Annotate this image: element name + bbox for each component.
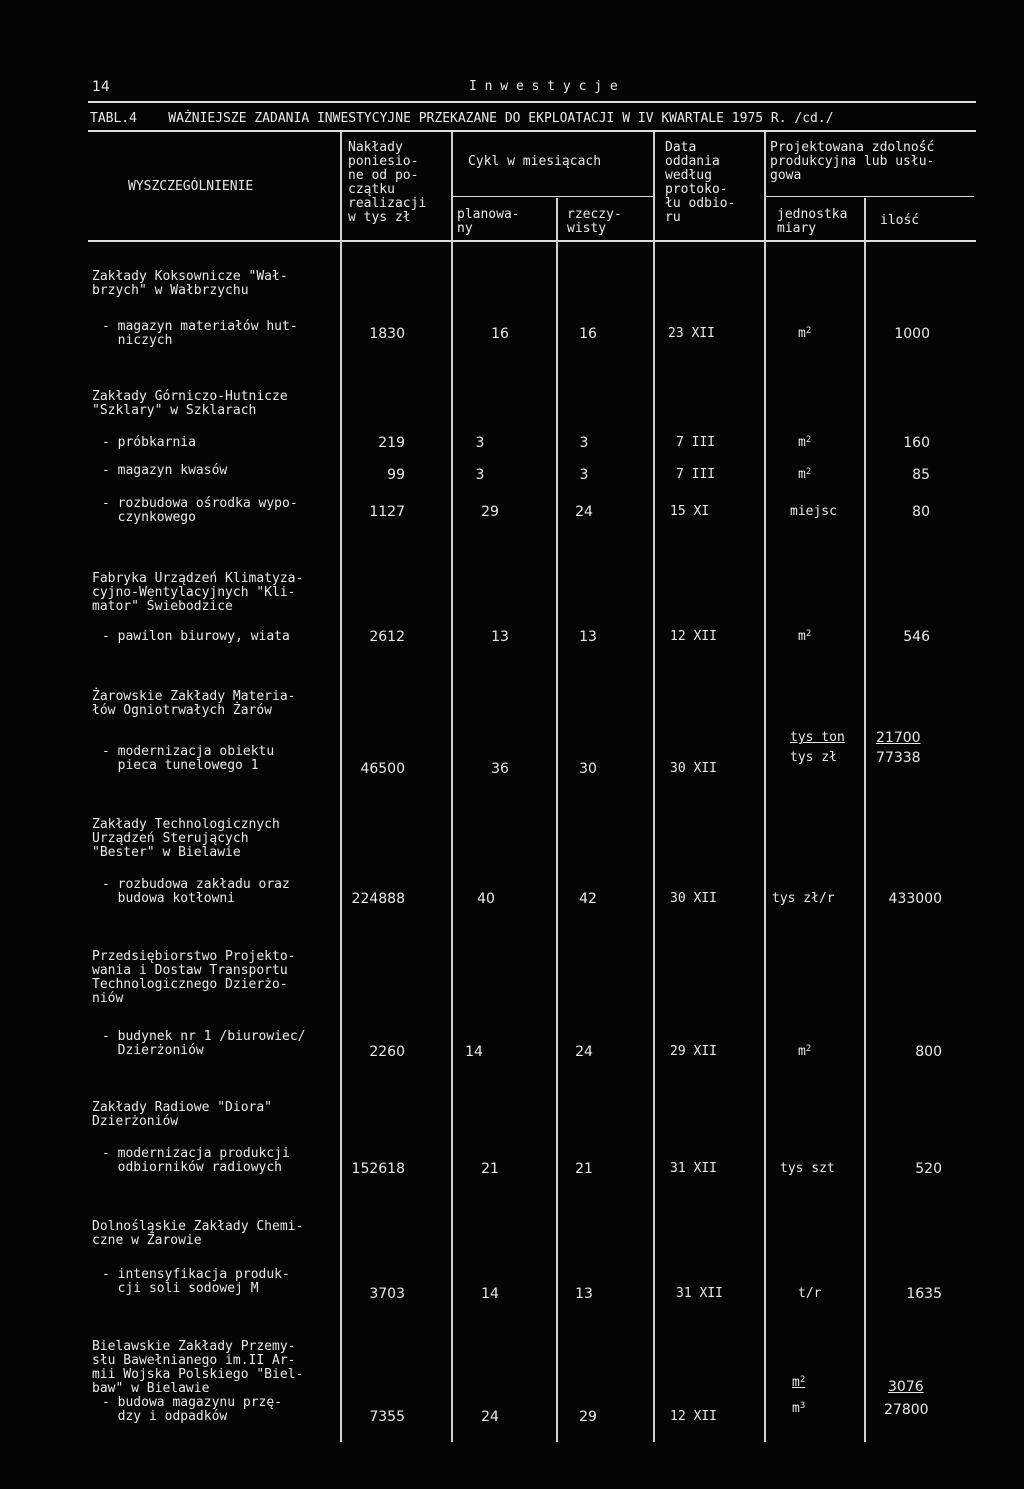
item-unit: $m^2$: [798, 326, 812, 341]
column-rule: [556, 198, 558, 1442]
item-quantity: 800: [915, 1044, 942, 1060]
group-name: Żarowskie Zakłady Materia- łów Ogniotrwałych Żarów: [92, 689, 296, 718]
item-label: - magazyn kwasów: [102, 463, 228, 478]
item-unit: tys ton: [790, 730, 845, 745]
item-unit: $m^2$: [798, 629, 812, 644]
header-bottom-rule: [88, 240, 976, 242]
item-quantity: 1000: [894, 326, 930, 342]
item-cycle-actual: 3: [579, 467, 589, 483]
col-header-cost: Nakłady poniesio- ne od po- czątku realizacji w tys zł: [348, 140, 427, 225]
column-rule: [451, 132, 453, 1442]
item-cycle-actual: 16: [579, 326, 597, 342]
item-cycle-planned: 40: [477, 891, 495, 907]
item-quantity: 160: [903, 435, 930, 451]
table-title: TABL.4 WAŻNIEJSZE ZADANIA INWESTYCYJNE PRZEKAZANE DO EKPLOATACJI W IV KWARTALE 1975 R. /cd./: [90, 111, 834, 126]
item-date: 31 XII: [676, 1286, 723, 1301]
col-header-unit: jednostka miary: [777, 207, 848, 236]
group-name: Dolnośląskie Zakłady Chemi- czne w Żarowie: [92, 1219, 304, 1248]
item-date: 30 XII: [670, 761, 717, 776]
item-date: 29 XII: [670, 1044, 717, 1059]
item-cycle-actual: 13: [579, 629, 597, 645]
item-cycle-planned: 36: [491, 761, 509, 777]
item-cost: 1830: [369, 326, 405, 342]
item-label: - intensyfikacja produk- cji soli sodowej M: [102, 1267, 290, 1296]
col-header-cycle: Cykl w miesiącach: [468, 154, 602, 169]
item-cycle-planned: 24: [481, 1409, 499, 1425]
column-rule: [340, 132, 342, 1442]
item-label: - modernizacja obiektu pieca tunelowego 1: [102, 744, 275, 773]
item-label: - pawilon biurowy, wiata: [102, 629, 290, 644]
item-cost: 2260: [369, 1044, 405, 1060]
group-name: Zakłady Koksownicze "Wał- brzych" w Wałbrzychu: [92, 269, 288, 298]
item-cycle-planned: 14: [481, 1286, 499, 1302]
item-cycle-planned: 13: [491, 629, 509, 645]
item-cost: 152618: [351, 1161, 405, 1177]
group-name: Przedsiębiorstwo Projekto- wania i Dostaw Transportu Technologicznego Dzierżo- niów: [92, 949, 296, 1006]
item-cost: 7355: [369, 1409, 405, 1425]
item-cycle-actual: 21: [575, 1161, 593, 1177]
item-label: - modernizacja produkcji odbiorników radiowych: [102, 1146, 290, 1175]
item-unit: tys szt: [780, 1161, 835, 1176]
item-cycle-planned: 29: [481, 504, 499, 520]
item-date: 12 XII: [670, 629, 717, 644]
item-label: - budynek nr 1 /biurowiec/ Dzierżoniów: [102, 1029, 306, 1058]
col-header-capacity: Projektowana zdolność produkcyjna lub usłu- gowa: [770, 140, 935, 183]
item-unit: $m^2$: [798, 1044, 812, 1059]
col-header-quantity: ilość: [880, 213, 920, 228]
col-header-description: WYSZCZEGÓLNIENIE: [128, 179, 254, 194]
item-date: 7 III: [676, 467, 716, 482]
item-quantity-secondary: 27800: [884, 1402, 929, 1418]
item-label: - rozbudowa ośrodka wypo- czynkowego: [102, 496, 298, 525]
page-number: 14: [92, 79, 110, 95]
item-unit: $m^2$: [798, 467, 812, 482]
divider: [88, 101, 976, 103]
item-date: 15 XI: [670, 504, 710, 519]
item-cost: 1127: [369, 504, 405, 520]
item-cycle-actual: 42: [579, 891, 597, 907]
item-cycle-actual: 30: [579, 761, 597, 777]
header-subdivider: [453, 196, 653, 197]
group-name: Bielawskie Zakłady Przemy- słu Bawełnianego im.II Ar- mii Wojska Polskiego "Biel- baw" w Bielawie: [92, 1339, 304, 1396]
col-header-cycle-actual: rzeczy- wisty: [567, 207, 622, 236]
item-cycle-actual: 13: [575, 1286, 593, 1302]
item-unit-secondary: tys zł: [790, 750, 837, 765]
item-quantity: 520: [915, 1161, 942, 1177]
item-cycle-actual: 29: [579, 1409, 597, 1425]
group-name: Zakłady Radiowe "Diora" Dzierżoniów: [92, 1100, 273, 1129]
item-cycle-planned: 3: [475, 467, 485, 483]
item-unit: miejsc: [790, 504, 837, 519]
item-cost: 46500: [360, 761, 405, 777]
item-date: 31 XII: [670, 1161, 717, 1176]
item-quantity: 3076: [888, 1379, 924, 1395]
section-title: I n w e s t y c j e: [469, 79, 618, 94]
item-cycle-actual: 3: [579, 435, 589, 451]
item-unit-secondary: $m^3$: [792, 1401, 806, 1416]
item-quantity-secondary: 77338: [876, 750, 921, 766]
item-quantity: 546: [903, 629, 930, 645]
col-header-date: Data oddania według protoko- łu odbio- ru: [665, 140, 736, 225]
item-unit: $m^2$: [792, 1375, 806, 1390]
column-rule: [764, 132, 766, 1442]
item-quantity: 433000: [888, 891, 942, 907]
item-date: 7 III: [676, 435, 716, 450]
item-quantity: 80: [912, 504, 930, 520]
col-header-cycle-planned: planowa- ny: [457, 207, 520, 236]
item-unit: tys zł/r: [772, 891, 835, 906]
item-date: 23 XII: [668, 326, 715, 341]
header-subdivider: [766, 196, 974, 197]
item-cost: 219: [378, 435, 405, 451]
item-quantity: 85: [912, 467, 930, 483]
item-quantity: 21700: [876, 730, 921, 746]
item-cycle-planned: 3: [475, 435, 485, 451]
item-cycle-actual: 24: [575, 1044, 593, 1060]
item-cycle-planned: 16: [491, 326, 509, 342]
column-rule: [864, 198, 866, 1442]
item-unit: $m^2$: [798, 435, 812, 450]
group-name: Fabryka Urządzeń Klimatyza- cyjno-Wentylacyjnych "Kli- mator" Świebodzice: [92, 571, 304, 614]
item-quantity: 1635: [906, 1286, 942, 1302]
group-name: Zakłady Technologicznych Urządzeń Sterujących "Bester" w Bielawie: [92, 817, 280, 860]
item-cost: 99: [387, 467, 405, 483]
column-rule: [653, 132, 655, 1442]
item-label: - budowa magazynu przę- dzy i odpadków: [102, 1395, 283, 1424]
item-date: 12 XII: [670, 1409, 717, 1424]
item-label: - rozbudowa zakładu oraz budowa kotłowni: [102, 877, 290, 906]
item-cost: 3703: [369, 1286, 405, 1302]
item-cycle-planned: 14: [465, 1044, 483, 1060]
item-unit: t/r: [798, 1286, 822, 1301]
item-label: - próbkarnia: [102, 435, 196, 450]
item-cost: 224888: [351, 891, 405, 907]
item-cycle-actual: 24: [575, 504, 593, 520]
divider: [88, 130, 976, 132]
item-date: 30 XII: [670, 891, 717, 906]
item-label: - magazyn materiałów hut- niczych: [102, 319, 298, 348]
item-cost: 2612: [369, 629, 405, 645]
item-cycle-planned: 21: [481, 1161, 499, 1177]
group-name: Zakłady Górniczo-Hutnicze "Szklary" w Szklarach: [92, 389, 288, 418]
